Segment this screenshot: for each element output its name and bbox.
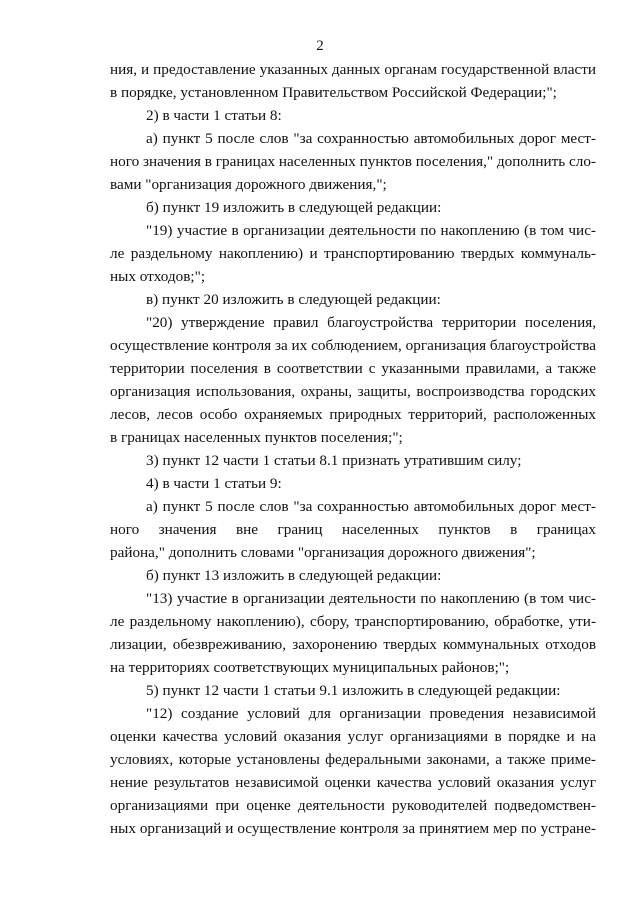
- text-line: организациями при оценке деятельности руководителей подведомствен-: [110, 797, 596, 814]
- document-body: [110, 58, 596, 840]
- text-line: "20) утверждение правил благоустройства территории поселения,: [146, 314, 596, 331]
- text-line: ле раздельному накоплению), сбору, транспортированию, обработке, ути-: [110, 613, 596, 630]
- text-line: района," дополнить словами "организация дорожного движения";: [110, 544, 536, 561]
- text-line: б) пункт 19 изложить в следующей редакции:: [146, 199, 442, 216]
- text-line: в порядке, установленном Правительством Российской Федерации;";: [110, 84, 557, 101]
- text-line: вами "организация дорожного движения,";: [110, 176, 387, 193]
- text-line: организация использования, охраны, защиты, воспроизводства городских: [110, 383, 596, 400]
- text-line: в) пункт 20 изложить в следующей редакции:: [146, 291, 441, 308]
- text-line: ле раздельному накоплению) и транспортированию твердых коммуналь-: [110, 245, 596, 262]
- text-line: ного значения в границах населенных пунктов поселения," дополнить сло-: [110, 153, 596, 170]
- text-line: в границах населенных пунктов поселения;";: [110, 429, 403, 446]
- text-line: оценки качества условий оказания услуг организациями в порядке и на: [110, 728, 596, 745]
- page-number: 2: [316, 38, 324, 54]
- text-line: 4) в части 1 статьи 9:: [146, 475, 282, 492]
- text-line: 5) пункт 12 части 1 статьи 9.1 изложить в следующей редакции:: [146, 682, 561, 699]
- text-line: лесов, лесов особо охраняемых природных территорий, расположенных: [110, 406, 596, 423]
- text-line: ных отходов;";: [110, 268, 206, 285]
- text-line: осуществление контроля за их соблюдением, организация благоустройства: [110, 337, 596, 354]
- text-line: "13) участие в организации деятельности по накоплению (в том чис-: [146, 590, 596, 607]
- text-line: нение результатов независимой оценки качества условий оказания услуг: [110, 774, 596, 791]
- text-line: ния, и предоставление указанных данных органам государственной власти: [110, 61, 596, 78]
- text-line: 3) пункт 12 части 1 статьи 8.1 признать утратившим силу;: [146, 452, 522, 469]
- text-line: лизации, обезвреживанию, захоронению твердых коммунальных отходов: [110, 636, 596, 653]
- text-line: б) пункт 13 изложить в следующей редакции:: [146, 567, 442, 584]
- text-line: ного значения вне границ населенных пунктов в границах: [110, 521, 596, 538]
- text-line: условиях, которые установлены федеральными законами, а также приме-: [110, 751, 596, 768]
- text-line: "19) участие в организации деятельности по накоплению (в том чис-: [146, 222, 596, 239]
- text-line: ных организаций и осуществление контроля за принятием мер по устране-: [110, 820, 596, 837]
- text-line: на территориях соответствующих муниципальных районов;";: [110, 659, 510, 676]
- text-line: территории поселения в соответствии с указанными правилами, а также: [110, 360, 596, 377]
- text-line: 2) в части 1 статьи 8:: [146, 107, 282, 124]
- text-line: а) пункт 5 после слов "за сохранностью автомобильных дорог мест-: [146, 498, 596, 515]
- text-line: а) пункт 5 после слов "за сохранностью автомобильных дорог мест-: [146, 130, 596, 147]
- text-line: "12) создание условий для организации проведения независимой: [146, 705, 596, 722]
